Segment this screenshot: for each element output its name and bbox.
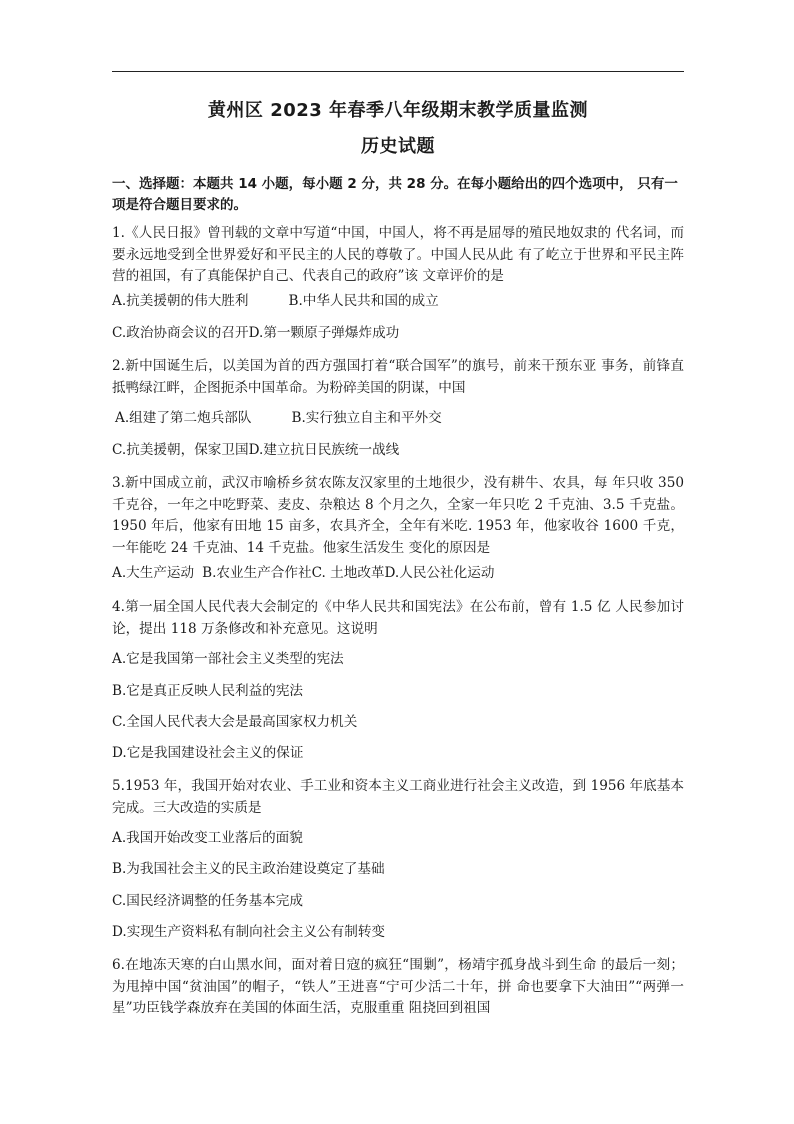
question-1-stem: 1.《人民日报》曾刊载的文章中写道“中国，中国人，将不再是屈辱的殖民地奴隶的 代名词，而要永远地受到全世界爱好和平民主的人民的尊敬了。中国人民从此 有了屹立于世界和平民主阵营的祖国，有了真能保护自己、代表自己的政府”该 文章评价的是 (112, 225, 684, 284)
question-6-stem: 6.在地冻天寒的白山黑水间，面对着日寇的疯狂“围剿”，杨靖宇孤身战斗到生命 的最后一刻；为甩掉中国“贫油国”的帽子，“铁人”王进喜“宁可少活二十年，拼 命也要拿下大油田”“两弹一星”功臣钱学森放弃在美国的体面生活，克服重重 阻挠回到祖国 (112, 957, 684, 1016)
question-2-option-a: A.组建了第二炮兵部队 (115, 410, 252, 426)
question-5-option-b: B.为我国社会主义的民主政治建设奠定了基础 (112, 861, 385, 877)
question-3-stem: 3.新中国成立前，武汉市喻桥乡贫农陈友汉家里的土地很少，没有耕牛、农具，每 年只收 350 千克谷，一年之中吃野菜、麦皮、杂粮达 8 个月之久，全家一年只吃 2 千克油、3.5 千克盐。1950 年后，他家有田地 15 亩多，农具齐全，全年有米吃. 1953 年，他家收谷 1600 千克，一年能吃 24 千克油、14 千克盐。他家生活发生 变化的原因是 (112, 475, 684, 556)
question-3-option-a: A.大生产运动 (112, 565, 195, 581)
question-2-option-d: D.建立抗日民族统一战线 (248, 442, 400, 458)
question-2-option-c: C.抗美援朝，保家卫国 (112, 442, 249, 458)
question-2-stem: 2.新中国诞生后，以美国为首的西方强国打着“联合国军”的旗号，前来干预东亚 事务，前锋直抵鸭绿江畔，企图扼杀中国革命。为粉碎美国的阴谋，中国 (112, 358, 684, 396)
question-3-option-d: D.人民公社化运动 (384, 565, 495, 581)
question-1-option-b: B.中华人民共和国的成立 (288, 293, 439, 309)
question-4-option-b: B.它是真正反映人民利益的宪法 (112, 683, 304, 699)
question-2-option-b: B.实行独立自主和平外交 (291, 410, 442, 426)
question-1-option-d: D.第一颗原子弹爆炸成功 (248, 325, 400, 341)
question-1-options-row-2 (112, 323, 684, 344)
question-5-stem: 5.1953 年，我国开始对农业、手工业和资本主义工商业进行社会主义改造，到 1956 年底基本完成。三大改造的实质是 (112, 778, 684, 816)
question-4-stem: 4.第一届全国人民代表大会制定的《中华人民共和国宪法》在公布前，曾有 1.5 亿 人民参加讨论，提出 118 万条修改和补充意见。这说明 (112, 599, 684, 637)
question-4-option-a: A.它是我国第一部社会主义类型的宪法 (112, 651, 344, 667)
question-1-option-a: A.抗美援朝的伟大胜利 (112, 293, 249, 309)
question-3-option-b: B.农业生产合作社 (202, 565, 312, 581)
question-4-option-d: D.它是我国建设社会主义的保证 (112, 745, 304, 761)
question-5-option-d: D.实现生产资料私有制向社会主义公有制转变 (112, 924, 386, 940)
question-3-options-row (112, 563, 684, 584)
section-heading: 一、选择题：本题共 14 小题，每小题 2 分，共 28 分。在每小题给出的四个选项中， 只有一项是符合题目要求的。 (112, 176, 678, 213)
exam-subtitle: 历史试题 (361, 136, 435, 157)
question-2-options-row-2 (112, 440, 684, 461)
question-5-option-c: C.国民经济调整的任务基本完成 (112, 893, 303, 909)
question-1-options-row-1 (112, 291, 684, 312)
exam-title: 黄州区 2023 年春季八年级期末教学质量监测 (207, 100, 589, 121)
question-4-option-c: C.全国人民代表大会是最高国家权力机关 (112, 714, 358, 730)
question-2-options-row-1 (115, 408, 687, 429)
question-3-option-c: C. 土地改革 (311, 565, 385, 581)
question-5-option-a: A.我国开始改变工业落后的面貌 (112, 830, 303, 846)
header-rule (112, 71, 684, 72)
question-1-option-c: C.政治协商会议的召开 (112, 325, 249, 341)
